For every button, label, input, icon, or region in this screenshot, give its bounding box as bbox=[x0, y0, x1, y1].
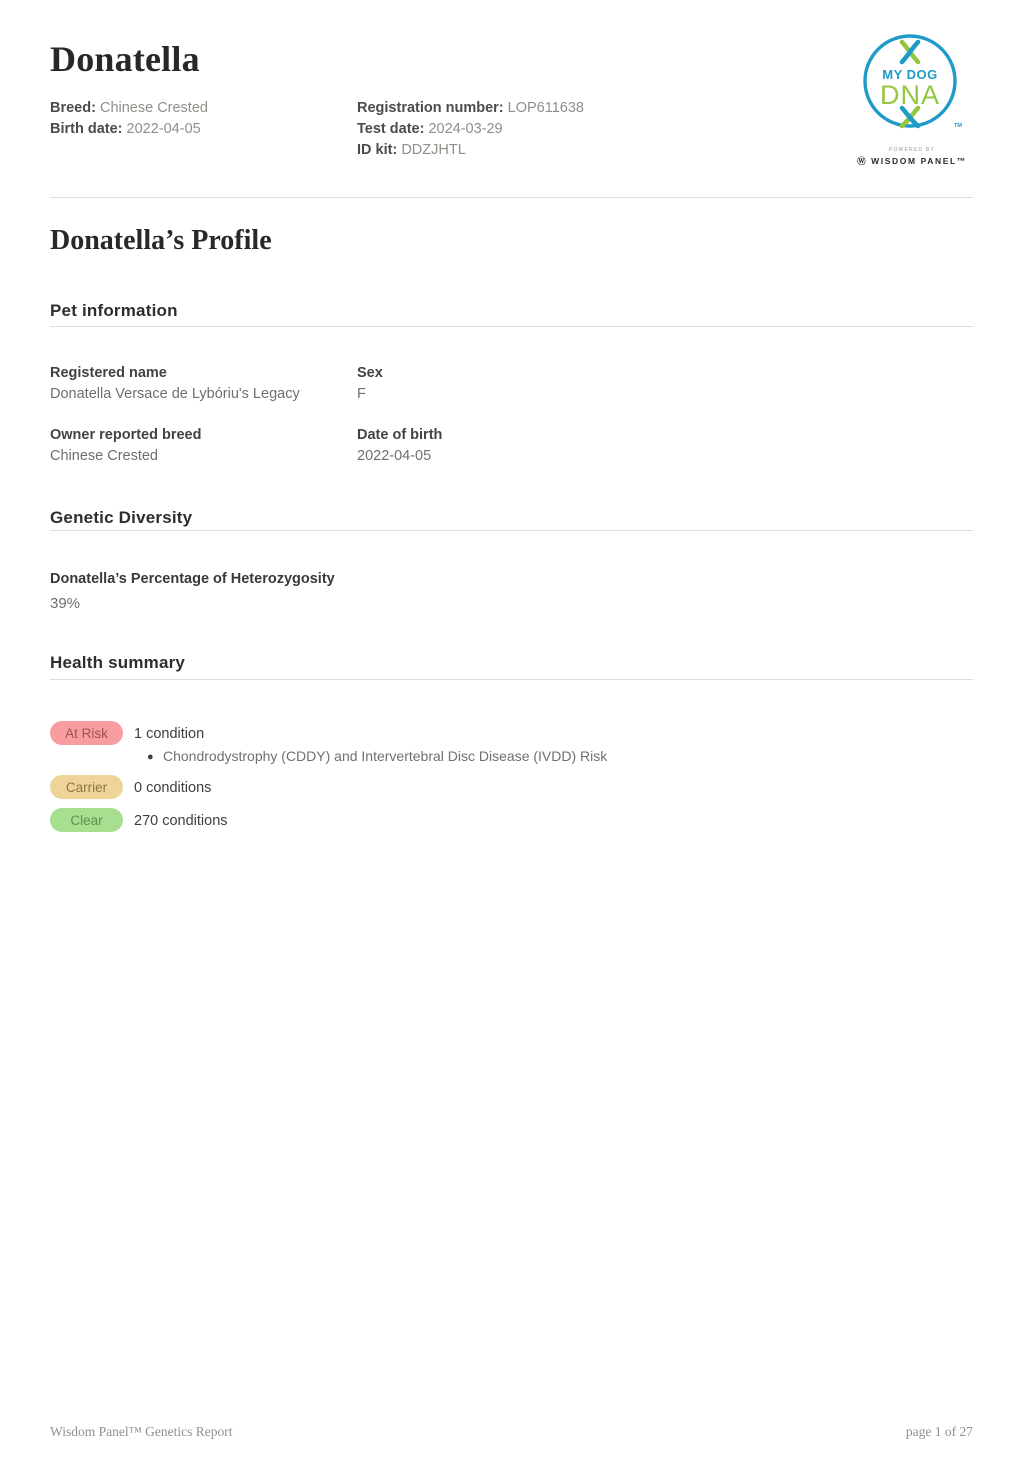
test-date-label: Test date: bbox=[357, 121, 425, 137]
registration-value: LOP611638 bbox=[507, 100, 584, 116]
my-dog-dna-logo-icon bbox=[860, 32, 964, 136]
id-kit-label: ID kit: bbox=[357, 142, 398, 158]
carrier-badge: Carrier bbox=[50, 775, 123, 799]
id-kit-value: DDZJHTL bbox=[401, 142, 466, 158]
breed-line bbox=[50, 98, 208, 119]
test-date-line bbox=[357, 119, 584, 140]
pet-name-title: Donatella bbox=[50, 39, 200, 79]
test-date-value: 2024-03-29 bbox=[428, 121, 503, 137]
heterozygosity-label: Donatella’s Percentage of Heterozygosity bbox=[50, 571, 335, 587]
owner-reported-breed-value: Chinese Crested bbox=[50, 448, 158, 464]
svg-text:DNA: DNA bbox=[879, 80, 941, 110]
clear-badge: Clear bbox=[50, 808, 123, 832]
breed-label: Breed: bbox=[50, 100, 96, 116]
genetic-diversity-heading: Genetic Diversity bbox=[50, 508, 193, 527]
footer-report-title: Wisdom Panel™ Genetics Report bbox=[50, 1424, 233, 1439]
clear-count: 270 conditions bbox=[134, 813, 228, 829]
owner-reported-breed-label: Owner reported breed bbox=[50, 427, 202, 443]
svg-text:MY DOG: MY DOG bbox=[882, 67, 938, 82]
date-of-birth-label: Date of birth bbox=[357, 427, 443, 443]
powered-by-label: POWERED BY bbox=[888, 147, 936, 153]
birth-date-label: Birth date: bbox=[50, 121, 123, 137]
svg-text:TM: TM bbox=[954, 123, 962, 129]
id-kit-line bbox=[357, 140, 584, 161]
at-risk-condition-item bbox=[147, 748, 607, 764]
wisdom-panel-wordmark: Ⓦ WISDOM PANEL™ bbox=[857, 156, 967, 166]
health-summary-heading: Health summary bbox=[50, 653, 186, 672]
divider bbox=[50, 679, 973, 680]
breed-value: Chinese Crested bbox=[99, 100, 208, 116]
sex-label: Sex bbox=[357, 365, 383, 381]
registration-line bbox=[357, 98, 584, 119]
header-meta-right bbox=[357, 98, 584, 161]
date-of-birth-value: 2022-04-05 bbox=[357, 448, 432, 464]
bullet-icon: ● bbox=[147, 751, 154, 763]
at-risk-badge: At Risk bbox=[50, 721, 123, 745]
sex-value: F bbox=[357, 386, 366, 402]
pet-information-heading: Pet information bbox=[50, 301, 178, 320]
my-dog-dna-logo bbox=[856, 32, 968, 167]
profile-heading: Donatella’s Profile bbox=[50, 225, 272, 256]
heterozygosity-value: 39% bbox=[50, 595, 81, 612]
divider bbox=[50, 326, 973, 327]
header-meta-left bbox=[50, 98, 208, 140]
registered-name-label: Registered name bbox=[50, 365, 167, 381]
carrier-count: 0 conditions bbox=[134, 780, 212, 796]
divider bbox=[50, 197, 973, 198]
registered-name-value: Donatella Versace de Lybóriu's Legacy bbox=[50, 386, 300, 402]
footer-page-number: page 1 of 27 bbox=[905, 1424, 973, 1439]
birth-date-value: 2022-04-05 bbox=[126, 121, 201, 137]
birth-date-line bbox=[50, 119, 208, 140]
registration-label: Registration number: bbox=[357, 100, 504, 116]
at-risk-count: 1 condition bbox=[134, 726, 205, 742]
condition-text: Chondrodystrophy (CDDY) and Intervertebral Disc Disease (IVDD) Risk bbox=[163, 748, 608, 764]
divider bbox=[50, 530, 973, 531]
